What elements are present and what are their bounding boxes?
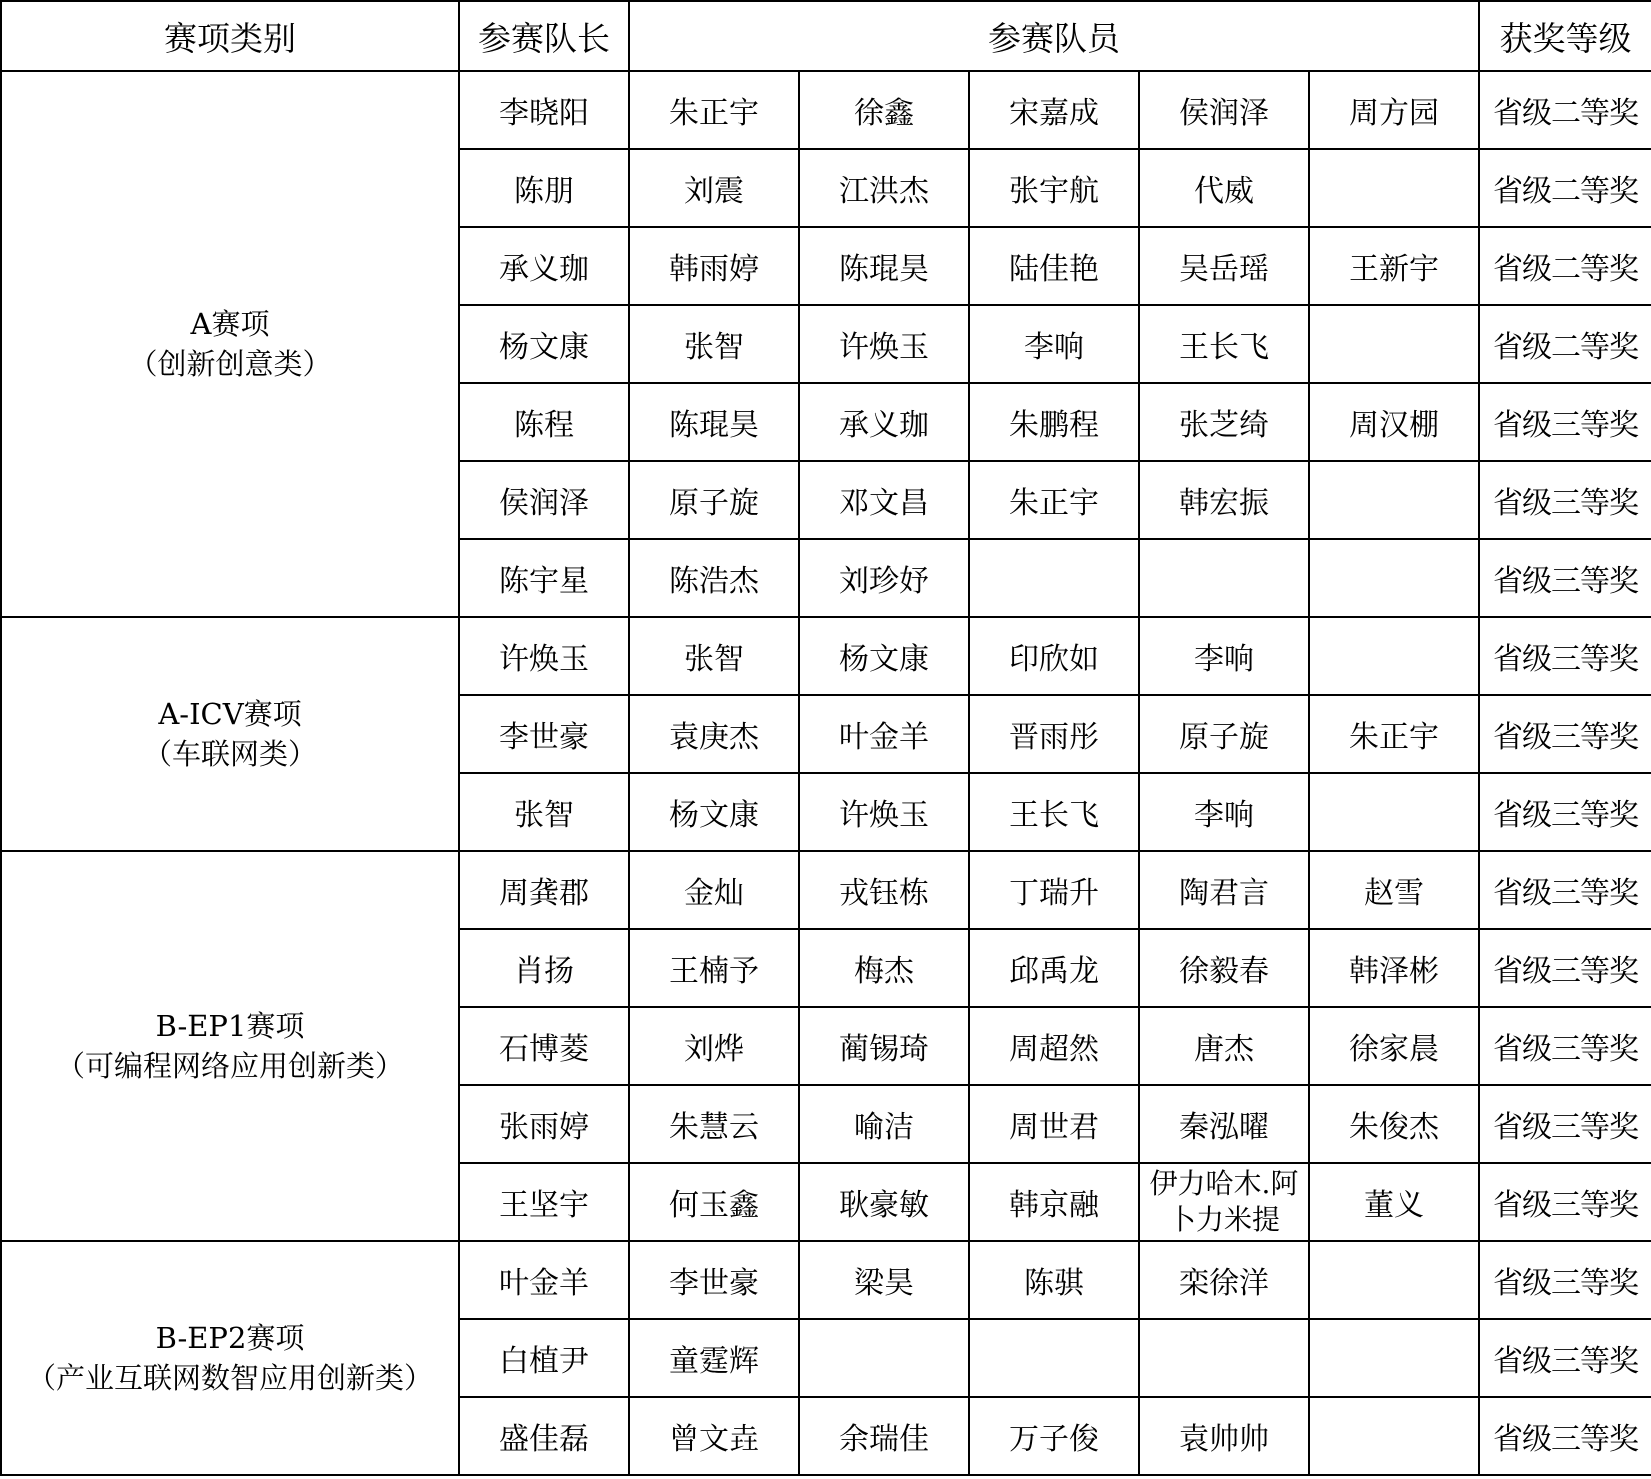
award-cell: 省级三等奖 [1479,1241,1651,1319]
award-cell: 省级三等奖 [1479,383,1651,461]
member-cell [1139,1319,1309,1397]
category-name: B-EP1赛项 [155,1009,305,1043]
member-cell: 伊力哈木.阿卜力米提 [1139,1163,1309,1241]
member-cell: 丁瑞升 [969,851,1139,929]
member-cell: 陆佳艳 [969,227,1139,305]
captain-cell: 陈宇星 [459,539,629,617]
category-subtitle: （创新创意类） [128,347,332,381]
captain-cell: 李晓阳 [459,71,629,149]
award-cell: 省级三等奖 [1479,539,1651,617]
member-cell: 朱慧云 [629,1085,799,1163]
captain-cell: 杨文康 [459,305,629,383]
member-cell [1309,1397,1479,1475]
captain-cell: 张雨婷 [459,1085,629,1163]
member-cell: 朱正宇 [1309,695,1479,773]
category-name: B-EP2赛项 [155,1321,305,1355]
member-cell: 吴岳瑶 [1139,227,1309,305]
category-cell [1,617,459,851]
member-cell: 朱正宇 [629,71,799,149]
member-cell: 赵雪 [1309,851,1479,929]
member-cell: 许焕玉 [799,773,969,851]
captain-cell: 周龚郡 [459,851,629,929]
member-cell: 周方园 [1309,71,1479,149]
member-cell: 代威 [1139,149,1309,227]
member-cell: 余瑞佳 [799,1397,969,1475]
member-cell [969,1319,1139,1397]
captain-cell: 张智 [459,773,629,851]
member-cell: 徐毅春 [1139,929,1309,1007]
member-cell: 梅杰 [799,929,969,1007]
captain-cell: 叶金羊 [459,1241,629,1319]
award-cell: 省级二等奖 [1479,227,1651,305]
award-cell: 省级三等奖 [1479,1085,1651,1163]
member-cell [799,1319,969,1397]
member-cell: 万子俊 [969,1397,1139,1475]
member-cell: 韩雨婷 [629,227,799,305]
award-cell: 省级三等奖 [1479,851,1651,929]
award-cell: 省级三等奖 [1479,617,1651,695]
member-cell: 李世豪 [629,1241,799,1319]
header-category: 赛项类别 [1,1,459,71]
member-cell: 李响 [1139,617,1309,695]
header-captain: 参赛队长 [459,1,629,71]
captain-cell: 石博菱 [459,1007,629,1085]
category-cell [1,71,459,617]
table-row [1,851,1651,929]
member-cell: 陈浩杰 [629,539,799,617]
member-cell: 许焕玉 [799,305,969,383]
member-cell: 朱俊杰 [1309,1085,1479,1163]
member-cell: 秦泓曜 [1139,1085,1309,1163]
member-cell: 朱正宇 [969,461,1139,539]
member-cell: 栾徐洋 [1139,1241,1309,1319]
header-members: 参赛队员 [629,1,1479,71]
member-cell: 张智 [629,617,799,695]
member-cell: 徐鑫 [799,71,969,149]
member-cell: 张智 [629,305,799,383]
captain-cell: 盛佳磊 [459,1397,629,1475]
member-cell: 陶君言 [1139,851,1309,929]
member-cell: 董义 [1309,1163,1479,1241]
member-cell: 江洪杰 [799,149,969,227]
member-cell: 周超然 [969,1007,1139,1085]
member-cell: 李响 [1139,773,1309,851]
award-cell: 省级三等奖 [1479,1397,1651,1475]
member-cell: 何玉鑫 [629,1163,799,1241]
award-cell: 省级三等奖 [1479,773,1651,851]
captain-cell: 侯润泽 [459,461,629,539]
captain-cell: 陈朋 [459,149,629,227]
member-cell: 张宇航 [969,149,1139,227]
category-name: A赛项 [190,307,270,341]
member-cell: 原子旋 [1139,695,1309,773]
member-cell: 韩宏振 [1139,461,1309,539]
member-cell: 金灿 [629,851,799,929]
member-cell: 晋雨彤 [969,695,1139,773]
member-cell: 袁帅帅 [1139,1397,1309,1475]
member-cell: 邓文昌 [799,461,969,539]
member-cell [969,539,1139,617]
member-cell: 蔺锡琦 [799,1007,969,1085]
category-name: A-ICV赛项 [158,697,302,731]
member-cell: 梁昊 [799,1241,969,1319]
member-cell: 叶金羊 [799,695,969,773]
category-subtitle: （车联网类） [142,737,317,771]
member-cell: 李响 [969,305,1139,383]
category-subtitle: （可编程网络应用创新类） [55,1049,404,1083]
member-cell: 陈琨昊 [629,383,799,461]
member-cell: 刘震 [629,149,799,227]
member-cell [1309,539,1479,617]
member-cell: 原子旋 [629,461,799,539]
table-body [1,71,1651,1475]
member-cell: 喻洁 [799,1085,969,1163]
member-cell: 陈骐 [969,1241,1139,1319]
captain-cell: 肖扬 [459,929,629,1007]
member-cell [1309,149,1479,227]
award-cell: 省级二等奖 [1479,71,1651,149]
captain-cell: 王坚宇 [459,1163,629,1241]
captain-cell: 李世豪 [459,695,629,773]
award-cell: 省级三等奖 [1479,695,1651,773]
member-cell: 王长飞 [969,773,1139,851]
category-cell [1,851,459,1241]
member-cell: 童霆辉 [629,1319,799,1397]
member-cell [1139,539,1309,617]
award-cell: 省级三等奖 [1479,929,1651,1007]
award-cell: 省级三等奖 [1479,1007,1651,1085]
member-cell [1309,773,1479,851]
table-row [1,1241,1651,1319]
member-cell [1309,617,1479,695]
member-cell: 王楠予 [629,929,799,1007]
member-cell: 侯润泽 [1139,71,1309,149]
member-cell: 周汉棚 [1309,383,1479,461]
member-cell: 戎钰栋 [799,851,969,929]
member-cell: 唐杰 [1139,1007,1309,1085]
member-cell: 刘珍妤 [799,539,969,617]
member-cell: 印欣如 [969,617,1139,695]
member-cell [1309,1241,1479,1319]
member-cell: 韩泽彬 [1309,929,1479,1007]
member-cell: 杨文康 [629,773,799,851]
table-row [1,71,1651,149]
captain-cell: 白植尹 [459,1319,629,1397]
award-cell: 省级二等奖 [1479,149,1651,227]
table-row [1,617,1651,695]
member-cell: 王新宇 [1309,227,1479,305]
header-row [1,1,1651,71]
header-award: 获奖等级 [1479,1,1651,71]
award-cell: 省级三等奖 [1479,461,1651,539]
member-cell: 邱禹龙 [969,929,1139,1007]
captain-cell: 许焕玉 [459,617,629,695]
category-subtitle: （产业互联网数智应用创新类） [26,1361,433,1395]
member-cell: 宋嘉成 [969,71,1139,149]
member-cell [1309,461,1479,539]
member-cell: 曾文垚 [629,1397,799,1475]
member-cell: 朱鹏程 [969,383,1139,461]
member-cell: 周世君 [969,1085,1139,1163]
member-cell: 张芝绮 [1139,383,1309,461]
member-cell [1309,1319,1479,1397]
captain-cell: 承义珈 [459,227,629,305]
member-cell: 杨文康 [799,617,969,695]
category-cell [1,1241,459,1475]
member-cell: 承义珈 [799,383,969,461]
award-cell: 省级三等奖 [1479,1319,1651,1397]
member-cell: 韩京融 [969,1163,1139,1241]
award-cell: 省级三等奖 [1479,1163,1651,1241]
member-cell: 袁庚杰 [629,695,799,773]
member-cell: 刘烨 [629,1007,799,1085]
member-cell [1309,305,1479,383]
member-cell: 王长飞 [1139,305,1309,383]
member-cell: 耿豪敏 [799,1163,969,1241]
award-cell: 省级二等奖 [1479,305,1651,383]
captain-cell: 陈程 [459,383,629,461]
member-cell: 徐家晨 [1309,1007,1479,1085]
member-cell: 陈琨昊 [799,227,969,305]
